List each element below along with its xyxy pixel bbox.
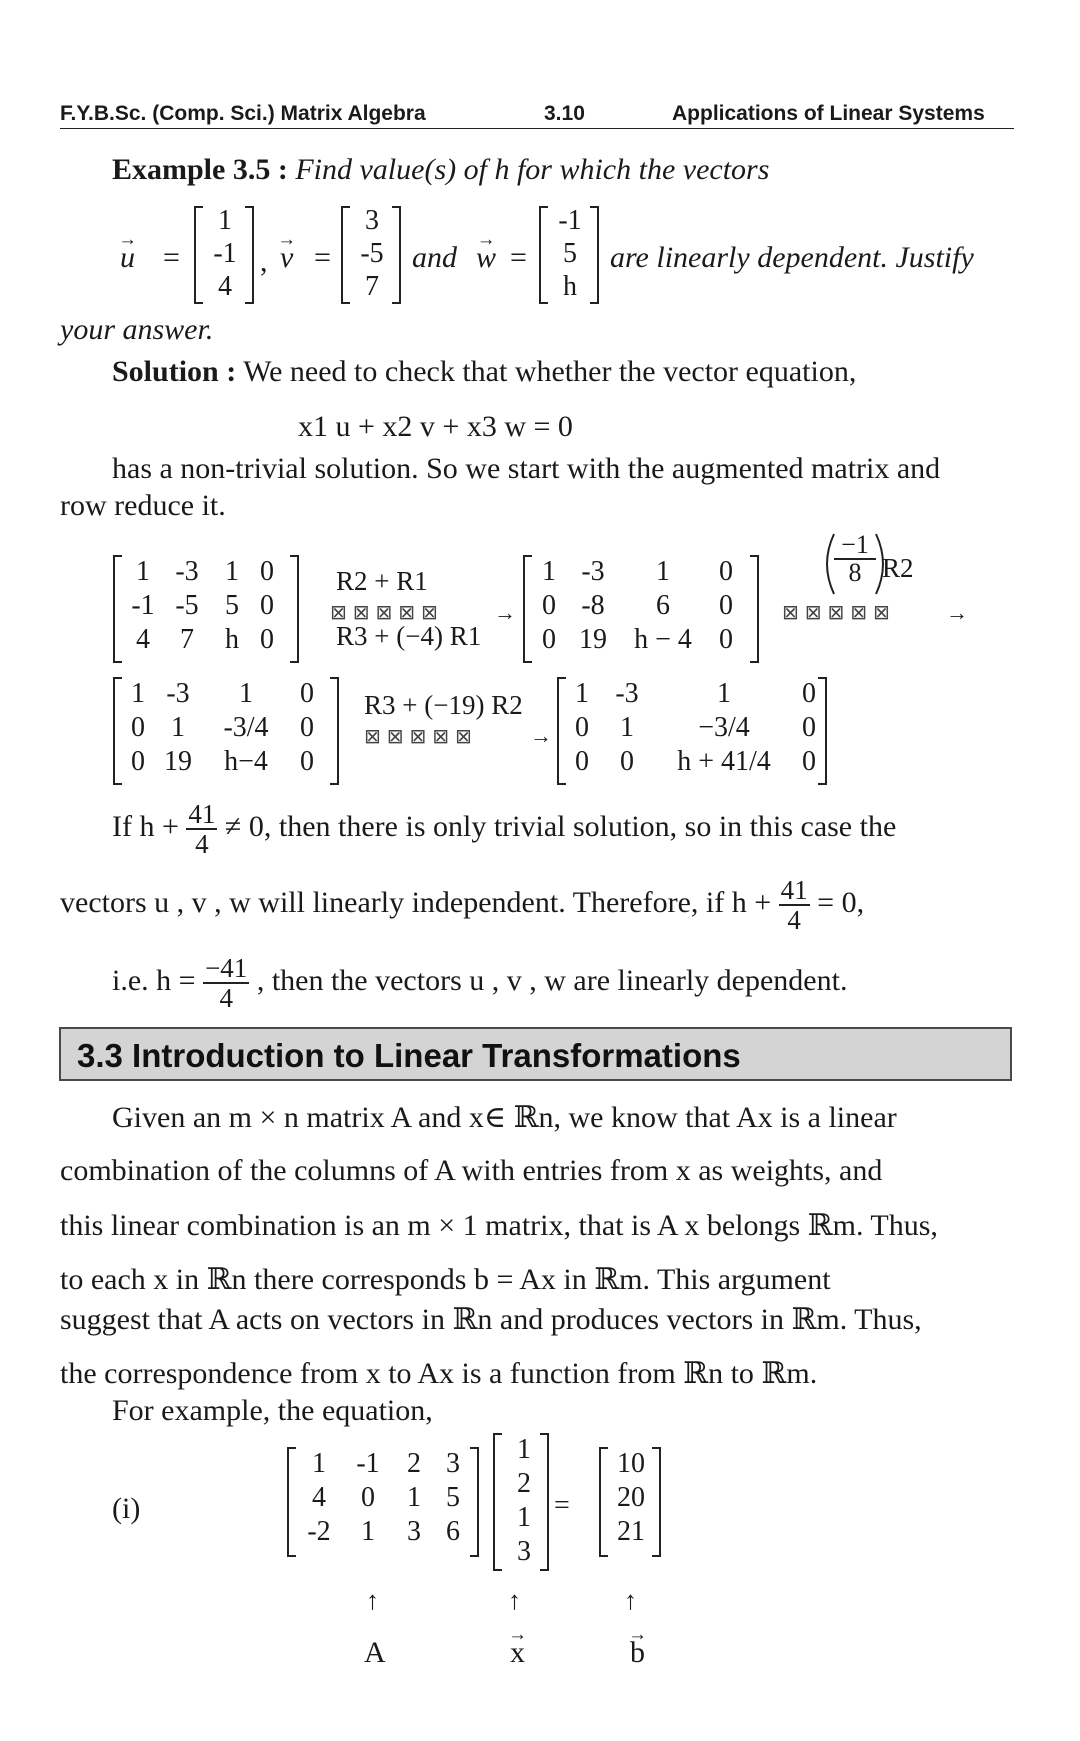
row-op: R3 + (−19) R2 xyxy=(364,690,523,720)
equals-sign: = xyxy=(163,241,180,274)
matrix-cell: 0 xyxy=(131,746,145,777)
matrix-cell: 1 xyxy=(656,556,670,587)
conclusion-line: i.e. h = $\frac{-41}{4}$ , then the vectors u , v , w are linearly dependent. xyxy=(112,953,848,1014)
matrix-cell: 5 xyxy=(446,1482,460,1513)
arrow-icon: → xyxy=(494,600,516,625)
matrix-cell: -3 xyxy=(581,556,605,587)
v-entry: 3 xyxy=(365,205,379,236)
section-heading xyxy=(59,1027,1012,1081)
header-rule xyxy=(60,128,1014,129)
matrix-cell: 0 xyxy=(361,1482,375,1513)
arrow-up-icon: ↑ xyxy=(366,1586,379,1615)
matrix-cell: 19 xyxy=(164,746,192,777)
matrix-cell: 1 xyxy=(131,678,145,709)
w-symbol: → w xyxy=(476,241,496,275)
matrix-cell: 4 xyxy=(312,1482,326,1513)
body-line: this linear combination is an m × 1 matrix, that is A x belongs ℝm. Thus, xyxy=(60,1209,938,1242)
matrix-cell: 0 xyxy=(260,556,274,587)
equals-sign: = xyxy=(314,241,331,274)
body-line: Given an m × n matrix A and x∈ ℝn, we know that Ax is a linear xyxy=(112,1101,897,1134)
arrow-up-icon: ↑ xyxy=(508,1586,521,1615)
matrix-cell: 1 xyxy=(171,712,185,743)
example-label: Example 3.5 : xyxy=(112,153,288,186)
scale-op-row: R2 xyxy=(882,553,914,583)
matrix-cell: 1 xyxy=(361,1516,375,1547)
running-header-left: F.Y.B.Sc. (Comp. Sci.) Matrix Algebra xyxy=(60,102,426,125)
matrix-cell: 1 xyxy=(312,1448,326,1479)
matrix-cell: -1 xyxy=(131,590,155,621)
running-header-right: Applications of Linear Systems xyxy=(672,102,985,125)
body-line: to each x in ℝn there corresponds b = Ax in ℝm. This argument xyxy=(60,1263,831,1296)
matrix-cell: 0 xyxy=(300,712,314,743)
example-i-label: (i) xyxy=(112,1492,141,1525)
vector-entry: 20 xyxy=(617,1482,645,1513)
matrix-cell: 1 xyxy=(542,556,556,587)
matrix-cell: 0 xyxy=(802,712,816,743)
matrix-cell: 3 xyxy=(446,1448,460,1479)
matrix-cell: 1 xyxy=(239,678,253,709)
matrix-cell: 1 xyxy=(620,712,634,743)
scale-op-fraction: −1 8 xyxy=(834,532,876,586)
matrix-cell: h + 41/4 xyxy=(677,746,771,777)
v-symbol: → v xyxy=(280,241,293,275)
vector-entry: 3 xyxy=(517,1536,531,1567)
example-heading xyxy=(112,153,769,187)
fraction: $\frac{41}{4}$ xyxy=(188,799,216,860)
arrow-boxes: ⊠⊠⊠⊠⊠ xyxy=(330,600,444,624)
matrix-cell: 0 xyxy=(542,624,556,655)
label-x: → x xyxy=(510,1636,525,1670)
matrix-cell: 0 xyxy=(719,556,733,587)
matrix-cell: 0 xyxy=(542,590,556,621)
matrix-cell: −3/4 xyxy=(698,712,750,743)
matrix-cell: 0 xyxy=(260,624,274,655)
vector-entry: 10 xyxy=(617,1448,645,1479)
matrix-cell: 4 xyxy=(136,624,150,655)
matrix-cell: h − 4 xyxy=(634,624,692,655)
solution-line: row reduce it. xyxy=(60,489,226,522)
matrix-cell: h−4 xyxy=(224,746,268,777)
matrix-cell: -3/4 xyxy=(223,712,269,743)
conclusion-line: vectors u , v , w will linearly independent. Therefore, if h + $\frac{41}{4}$ = 0, xyxy=(60,875,865,936)
w-entry: 5 xyxy=(563,238,577,269)
and-text: and xyxy=(412,241,457,274)
solution-label: Solution : xyxy=(112,355,237,388)
fraction: $\frac{-41}{4}$ xyxy=(205,953,248,1014)
matrix-cell: 19 xyxy=(579,624,607,655)
label-A: A xyxy=(364,1636,386,1669)
body-line: For example, the equation, xyxy=(112,1394,433,1427)
arrow-icon: → xyxy=(946,600,968,625)
matrix-cell: -3 xyxy=(175,556,199,587)
v-entry: 7 xyxy=(365,271,379,302)
matrix-cell: 0 xyxy=(575,712,589,743)
matrix-cell: -1 xyxy=(356,1448,380,1479)
equals-sign: = xyxy=(510,241,527,274)
vector-entry: 1 xyxy=(517,1434,531,1465)
matrix-cell: h xyxy=(225,624,239,655)
vector-entry: 21 xyxy=(617,1516,645,1547)
page-number: 3.10 xyxy=(544,102,585,125)
matrix-cell: -3 xyxy=(166,678,190,709)
matrix-cell: 0 xyxy=(802,746,816,777)
matrix-cell: 0 xyxy=(575,746,589,777)
body-line: the correspondence from x to Ax is a function from ℝn to ℝm. xyxy=(60,1357,818,1390)
conclusion-line: If h + $\frac{41}{4}$ ≠ 0, then there is only trivial solution, so in this case the xyxy=(112,799,897,860)
u-entry: -1 xyxy=(213,238,237,269)
body-line: suggest that A acts on vectors in ℝn and produces vectors in ℝm. Thus, xyxy=(60,1303,922,1336)
row-op: R3 + (−4) R1 xyxy=(336,621,482,651)
matrix-cell: 1 xyxy=(717,678,731,709)
fraction: $\frac{41}{4}$ xyxy=(780,875,808,936)
example-tail: are linearly dependent. Justify xyxy=(610,241,974,274)
matrix-cell: -8 xyxy=(581,590,605,621)
vector-entry: 1 xyxy=(517,1502,531,1533)
matrix-cell: 1 xyxy=(136,556,150,587)
matrix-cell: 0 xyxy=(260,590,274,621)
matrix-cell: 6 xyxy=(446,1516,460,1547)
solution-intro xyxy=(112,355,856,389)
section-title: 3.3 Introduction to Linear Transformations xyxy=(77,1037,741,1074)
body-line: combination of the columns of A with entries from x as weights, and xyxy=(60,1154,883,1187)
arrow-boxes: ⊠⊠⊠⊠⊠ xyxy=(364,724,478,748)
u-entry: 1 xyxy=(218,205,232,236)
matrix-cell: 0 xyxy=(802,678,816,709)
matrix-cell: 0 xyxy=(300,746,314,777)
matrix-cell: 0 xyxy=(719,624,733,655)
matrix-cell: 1 xyxy=(575,678,589,709)
comma: , xyxy=(260,245,268,278)
arrow-up-icon: ↑ xyxy=(624,1586,637,1615)
arrow-boxes: ⊠⊠⊠⊠⊠ xyxy=(782,600,896,624)
matrix-cell: 6 xyxy=(656,590,670,621)
example-answer: your answer. xyxy=(60,313,214,346)
matrix-cell: 1 xyxy=(225,556,239,587)
u-symbol: → u xyxy=(120,241,135,275)
matrix-cell: 0 xyxy=(719,590,733,621)
solution-line: has a non-trivial solution. So we start with the augmented matrix and xyxy=(112,452,941,485)
matrix-cell: -3 xyxy=(615,678,639,709)
example-statement: Find value(s) of h for which the vectors xyxy=(295,153,770,186)
matrix-cell: 2 xyxy=(407,1448,421,1479)
matrix-cell: 0 xyxy=(131,712,145,743)
matrix-cell: 0 xyxy=(300,678,314,709)
matrix-cell: 0 xyxy=(620,746,634,777)
solution-intro-text: We need to check that whether the vector equation, xyxy=(243,355,857,388)
vector-equation: x1 u + x2 v + x3 w = 0 xyxy=(298,410,573,443)
w-entry: -1 xyxy=(558,205,582,236)
arrow-icon: → xyxy=(530,723,552,748)
matrix-cell: 1 xyxy=(407,1482,421,1513)
matrix-cell: -5 xyxy=(175,590,199,621)
v-entry: -5 xyxy=(360,238,384,269)
matrix-cell: 5 xyxy=(225,590,239,621)
row-op: R2 + R1 xyxy=(336,566,428,596)
label-b: → b xyxy=(630,1636,645,1670)
u-entry: 4 xyxy=(218,271,232,302)
matrix-cell: 7 xyxy=(180,624,194,655)
w-entry: h xyxy=(563,271,577,302)
matrix-cell: -2 xyxy=(307,1516,331,1547)
matrix-cell: 3 xyxy=(407,1516,421,1547)
equals-sign: = xyxy=(554,1490,570,1521)
vector-entry: 2 xyxy=(517,1468,531,1499)
